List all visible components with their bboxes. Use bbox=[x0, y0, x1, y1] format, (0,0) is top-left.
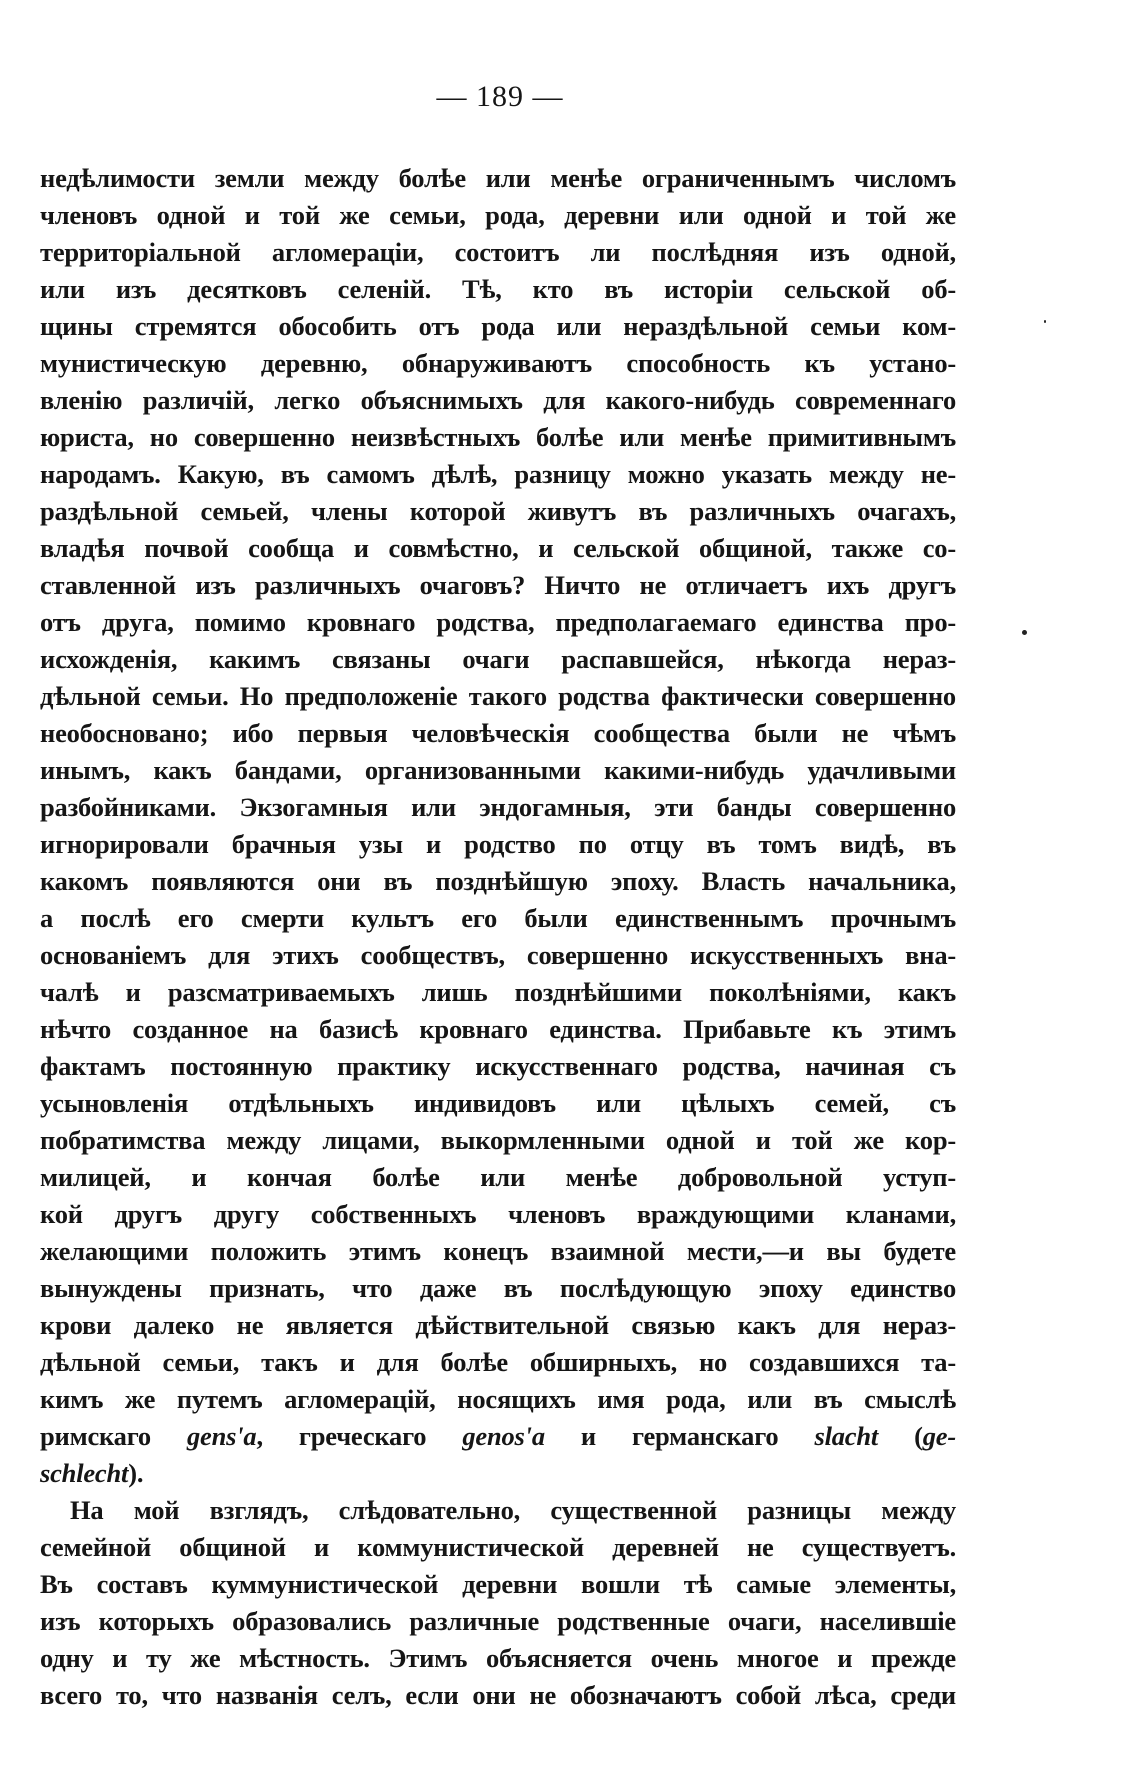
text-line: юриста, но совершенно неизвѣстныхъ болѣе или менѣе примитивнымъ bbox=[40, 422, 956, 452]
text-line: schlecht). bbox=[40, 1458, 144, 1488]
print-speck bbox=[1044, 320, 1046, 323]
text-line: вленію различій, легко объяснимыхъ для какого-нибудь современнаго bbox=[40, 385, 956, 415]
latin-term: gens'a bbox=[186, 1421, 257, 1451]
text-line: побратимства между лицами, выкормленными одной и той же кор- bbox=[40, 1125, 956, 1155]
text-line: усыновленія отдѣльныхъ индивидовъ или цѣлыхъ семей, съ bbox=[40, 1088, 956, 1118]
text-line: членовъ одной и той же семьи, рода, деревни или одной и той же bbox=[40, 200, 956, 230]
text-line: желающими положить этимъ конецъ взаимной мести,—и вы будете bbox=[40, 1236, 956, 1266]
paragraph-1 bbox=[40, 160, 956, 1418]
text-line: разбойниками. Экзогамныя или эндогамныя, эти банды совершенно bbox=[40, 792, 956, 822]
body-text bbox=[40, 160, 956, 1714]
text-line: всего то, что названія селъ, если они не обозначаютъ собой лѣса, среди bbox=[40, 1680, 956, 1710]
german-term: slacht bbox=[814, 1421, 879, 1451]
paragraph-2 bbox=[40, 1492, 956, 1714]
text-line: фактамъ постоянную практику искусственнаго родства, начиная съ bbox=[40, 1051, 956, 1081]
text-line: раздѣльной семьей, члены которой живутъ въ различныхъ очагахъ, bbox=[40, 496, 956, 526]
text-line: игнорировали брачныя узы и родство по отцу въ томъ видѣ, въ bbox=[40, 829, 956, 859]
text-line: дѣльной семьи, такъ и для болѣе обширныхъ, но создавшихся та- bbox=[40, 1347, 956, 1377]
text-line: На мой взглядъ, слѣдовательно, существенной разницы между bbox=[70, 1495, 956, 1525]
text-line: отъ друга, помимо кровнаго родства, предполагаемаго единства про- bbox=[40, 607, 956, 637]
text-line: мунистическую деревню, обнаруживаютъ способность къ устано- bbox=[40, 348, 956, 378]
text-line: недѣлимости земли между болѣе или менѣе ограниченнымъ числомъ bbox=[40, 163, 956, 193]
text-line: нѣчто созданное на базисѣ кровнаго единства. Прибавьте къ этимъ bbox=[40, 1014, 956, 1044]
text-line: а послѣ его смерти культъ его были единственнымъ прочнымъ bbox=[40, 903, 956, 933]
text-line: или изъ десятковъ селеній. Тѣ, кто въ исторіи сельской об- bbox=[40, 274, 956, 304]
text-line: римскаго gens'a, греческаго genos'a и германскаго slacht (ge- bbox=[40, 1421, 956, 1451]
text-line: основаніемъ для этихъ сообществъ, совершенно искусственныхъ вна- bbox=[40, 940, 956, 970]
text-line: территоріальной агломераціи, состоитъ ли послѣдняя изъ одной, bbox=[40, 237, 956, 267]
text-line: кимъ же путемъ агломерацій, носящихъ имя рода, или въ смыслѣ bbox=[40, 1384, 956, 1414]
text-line: милицей, и кончая болѣе или менѣе добровольной уступ- bbox=[40, 1162, 956, 1192]
text-line: необосновано; ибо первыя человѣческія сообщества были не чѣмъ bbox=[40, 718, 956, 748]
text-line: какомъ появляются они въ позднѣйшую эпоху. Власть начальника, bbox=[40, 866, 956, 896]
text-line: инымъ, какъ бандами, организованными какими-нибудь удачливыми bbox=[40, 755, 956, 785]
text-line: чалѣ и разсматриваемыхъ лишь позднѣйшими поколѣніями, какъ bbox=[40, 977, 956, 1007]
text-line: владѣя почвой сообща и совмѣстно, и сельской общиной, также со- bbox=[40, 533, 956, 563]
text-line: одну и ту же мѣстность. Этимъ объясняется очень многое и прежде bbox=[40, 1643, 956, 1673]
page-number: — 189 — bbox=[436, 80, 564, 113]
text-line: Въ составъ куммунистической деревни вошли тѣ самые элементы, bbox=[40, 1569, 956, 1599]
text-line: ставленной изъ различныхъ очаговъ? Ничто не отличаетъ ихъ другъ bbox=[40, 570, 956, 600]
latin-term: genos'a bbox=[462, 1421, 545, 1451]
text-line: вынуждены признать, что даже въ послѣдующую эпоху единство bbox=[40, 1273, 956, 1303]
print-speck bbox=[1022, 630, 1027, 635]
paragraph-1-tail bbox=[40, 1418, 956, 1492]
text-line: крови далеко не является дѣйствительной связью какъ для нераз- bbox=[40, 1310, 956, 1340]
text-line: народамъ. Какую, въ самомъ дѣлѣ, разницу можно указать между не- bbox=[40, 459, 956, 489]
german-term: schlecht bbox=[40, 1458, 129, 1488]
text-line: щины стремятся обособить отъ рода или нераздѣльной семьи ком- bbox=[40, 311, 956, 341]
text-line: исхожденія, какимъ связаны очаги распавшейся, нѣкогда нераз- bbox=[40, 644, 956, 674]
text-line: семейной общиной и коммунистической деревней не существуетъ. bbox=[40, 1532, 956, 1562]
german-term: ge- bbox=[922, 1421, 956, 1451]
text-line: изъ которыхъ образовались различные родственные очаги, населившіе bbox=[40, 1606, 956, 1636]
text-line: дѣльной семьи. Но предположеніе такого родства фактически совершенно bbox=[40, 681, 956, 711]
text-line: кой другъ другу собственныхъ членовъ враждующими кланами, bbox=[40, 1199, 956, 1229]
